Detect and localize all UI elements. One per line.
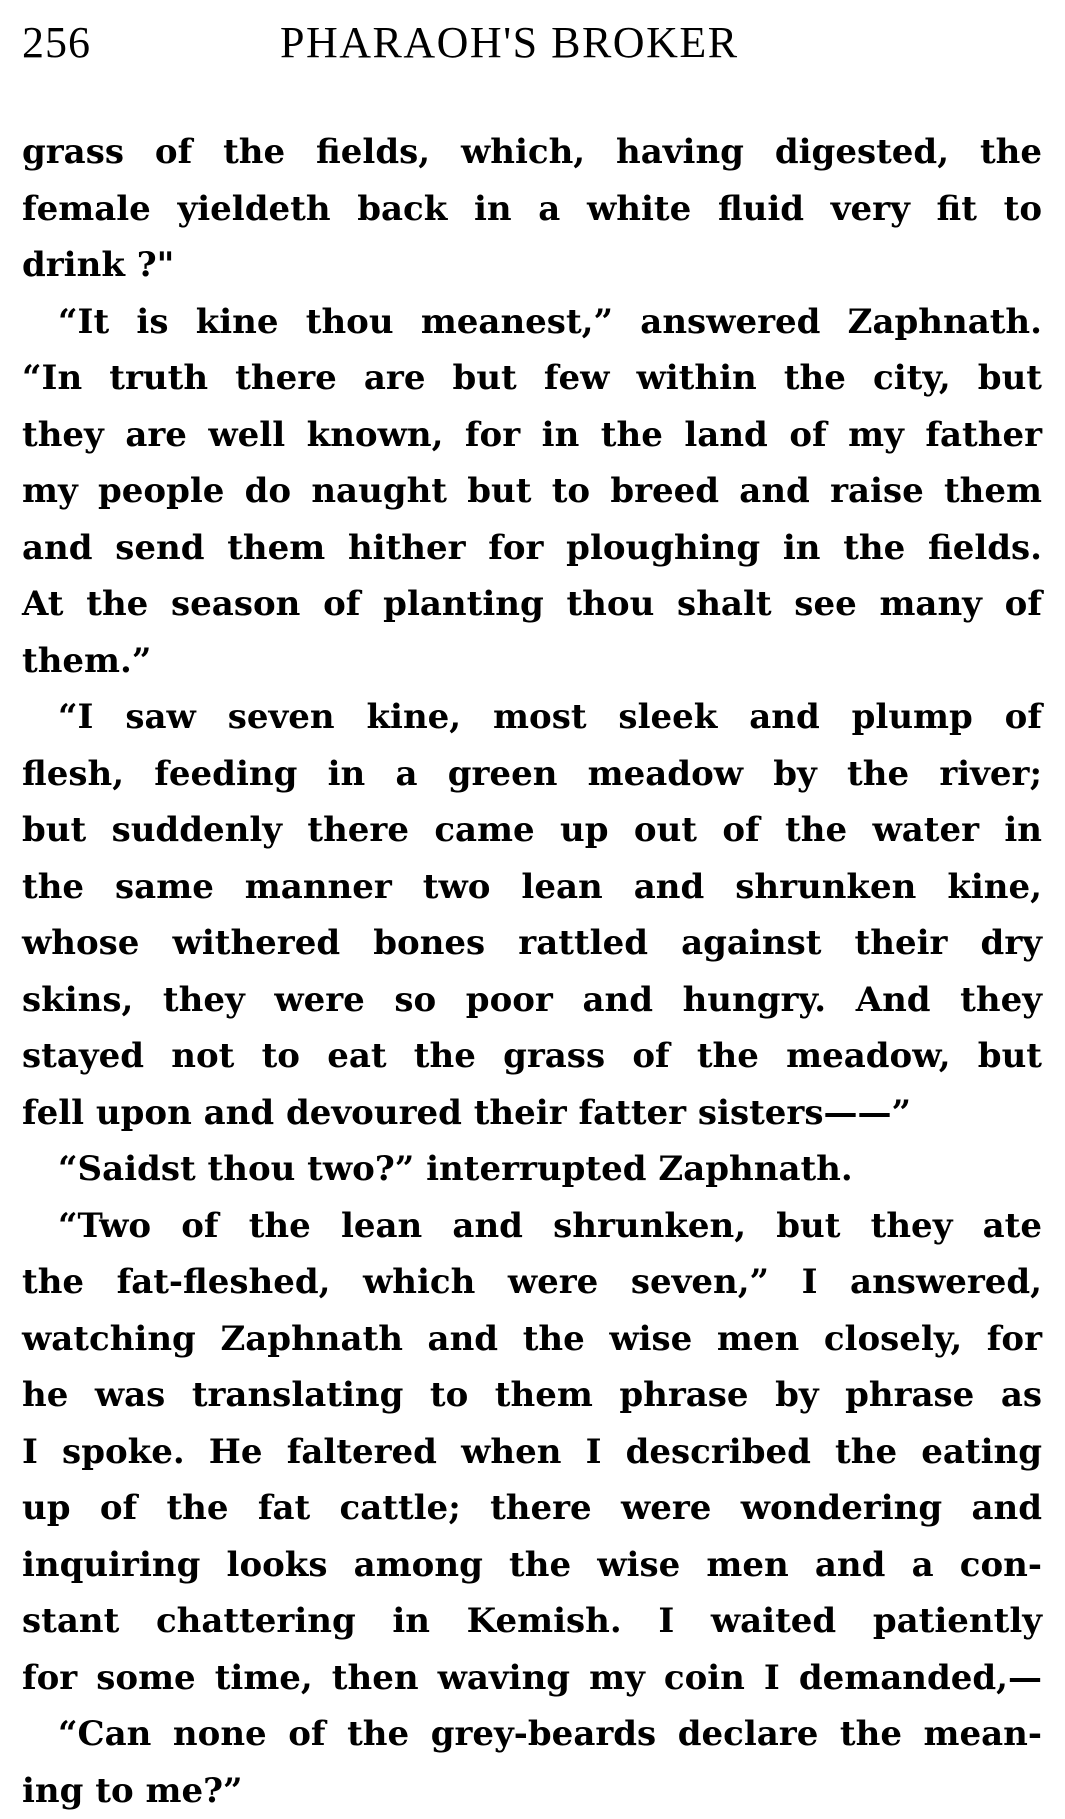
text-line: the fat-fleshed, which were seven,” I answered,	[22, 1254, 1042, 1311]
text-line: them.”	[22, 633, 1042, 690]
text-line: ing to me?”	[22, 1763, 1042, 1819]
text-line: grass of the fields, which, having digested, the	[22, 124, 1042, 181]
text-line: stant chattering in Kemish. I waited patiently	[22, 1593, 1042, 1650]
text-line: stayed not to eat the grass of the meadow, but	[22, 1028, 1042, 1085]
text-line: skins, they were so poor and hungry. And they	[22, 972, 1042, 1029]
text-line: “Saidst thou two?” interrupted Zaphnath.	[22, 1141, 1042, 1198]
text-line: whose withered bones rattled against their dry	[22, 915, 1042, 972]
body-text	[22, 124, 1042, 1819]
page-number: 256	[22, 14, 91, 72]
text-line: I spoke. He faltered when I described the eating	[22, 1424, 1042, 1481]
page-header	[22, 14, 1042, 72]
text-line: “Two of the lean and shrunken, but they ate	[22, 1198, 1042, 1255]
text-line: flesh, feeding in a green meadow by the river;	[22, 746, 1042, 803]
text-line: the same manner two lean and shrunken kine,	[22, 859, 1042, 916]
text-line: drink ?"	[22, 237, 1042, 294]
text-line: female yieldeth back in a white fluid very fit to	[22, 181, 1042, 238]
text-line: “It is kine thou meanest,” answered Zaphnath.	[22, 294, 1042, 351]
text-line: “I saw seven kine, most sleek and plump of	[22, 689, 1042, 746]
text-line: he was translating to them phrase by phrase as	[22, 1367, 1042, 1424]
text-line: “Can none of the grey-beards declare the mean-	[22, 1706, 1042, 1763]
text-line: but suddenly there came up out of the water in	[22, 802, 1042, 859]
text-line: “In truth there are but few within the city, but	[22, 350, 1042, 407]
text-line: inquiring looks among the wise men and a con-	[22, 1537, 1042, 1594]
text-line: up of the fat cattle; there were wondering and	[22, 1480, 1042, 1537]
text-line: for some time, then waving my coin I demanded,—	[22, 1650, 1042, 1707]
text-line: they are well known, for in the land of my father	[22, 407, 1042, 464]
text-line: and send them hither for ploughing in the fields.	[22, 520, 1042, 577]
text-line: my people do naught but to breed and raise them	[22, 463, 1042, 520]
running-title: PHARAOH'S BROKER	[280, 14, 739, 72]
text-line: fell upon and devoured their fatter sisters——”	[22, 1085, 1042, 1142]
book-page	[22, 14, 1042, 1819]
text-line: watching Zaphnath and the wise men closely, for	[22, 1311, 1042, 1368]
text-line: At the season of planting thou shalt see many of	[22, 576, 1042, 633]
